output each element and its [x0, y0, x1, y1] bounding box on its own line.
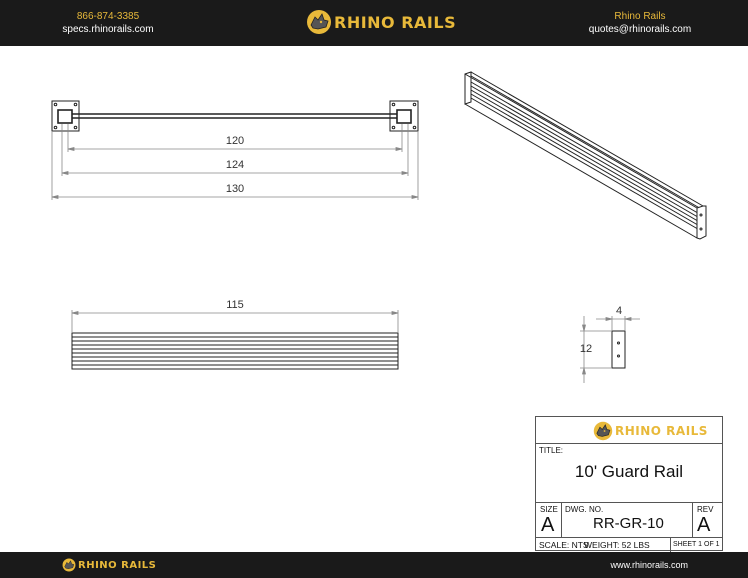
title-row: [536, 444, 722, 503]
footer-wordmark: RHINO RAILS: [78, 559, 157, 571]
end-view: [612, 331, 625, 368]
dim-115: 115: [226, 299, 244, 311]
header-email-link[interactable]: quotes@rhinorails.com: [588, 24, 692, 35]
dim-124: 124: [225, 159, 245, 171]
footer-logo: [62, 558, 156, 572]
isometric-view: [465, 72, 706, 239]
top-view: [52, 101, 418, 131]
dim-120: 120: [225, 135, 245, 147]
drawing-title: 10' Guard Rail: [574, 462, 684, 481]
rhino-head-icon: [62, 558, 76, 572]
title-block-logo: [593, 421, 708, 441]
dim-130: 130: [225, 183, 245, 195]
right-post: [397, 110, 411, 123]
title-label: TITLE:: [539, 446, 564, 455]
size-value: A: [541, 514, 555, 536]
header-specs-link[interactable]: specs.rhinorails.com: [62, 24, 154, 35]
weight-text: WEIGHT: 52 LBS: [584, 540, 650, 550]
sheet-text: SHEET 1 OF 1: [673, 541, 720, 548]
dim-height-12: 12: [579, 343, 593, 355]
title-block-wordmark: RHINO RAILS: [615, 424, 708, 438]
size-label: SIZE: [540, 505, 558, 514]
dwg-label: DWG. NO.: [565, 505, 604, 514]
scale-text: SCALE: NTS: [539, 540, 589, 550]
dim-width-4: 4: [615, 305, 623, 317]
page-footer: [0, 552, 748, 578]
rhino-head-icon: [593, 421, 613, 441]
left-post: [58, 110, 72, 123]
title-block-logo-row: [536, 417, 722, 444]
header-company: Rhino Rails: [614, 11, 666, 22]
rev-value: A: [697, 514, 711, 536]
header-wordmark: RHINO RAILS: [334, 12, 457, 32]
scale-weight-row: [536, 538, 722, 552]
title-block: [535, 416, 723, 551]
dwg-number: RR-GR-10: [593, 515, 664, 532]
footer-website-link[interactable]: www.rhinorails.com: [610, 560, 688, 570]
rev-label: REV: [697, 505, 714, 514]
size-dwg-rev-row: [536, 503, 722, 538]
side-view: [72, 333, 398, 369]
header-phone[interactable]: 866-874-3385: [76, 11, 140, 22]
side-view-dimensions: [72, 310, 398, 333]
